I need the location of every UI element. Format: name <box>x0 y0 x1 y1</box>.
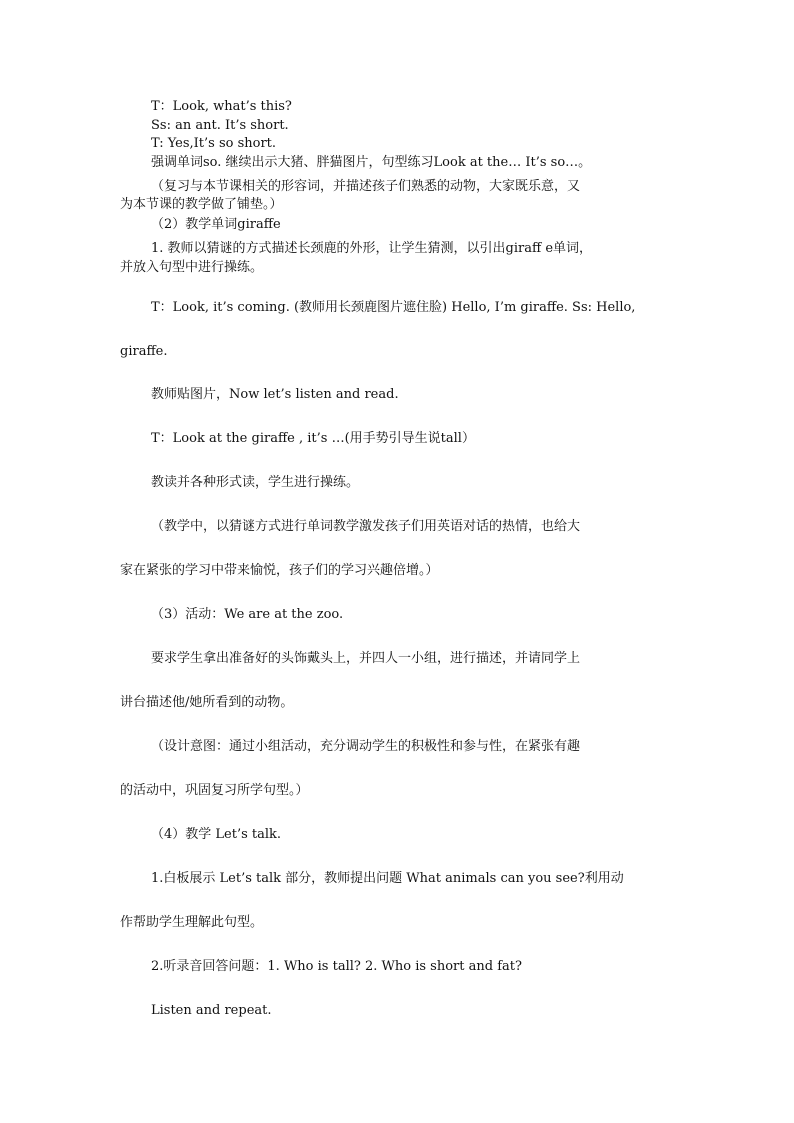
text-line: （教学中，以猜谜方式进行单词教学激发孩子们用英语对话的热情，也给大 <box>151 519 581 534</box>
text-line: 作帮助学生理解此句型。 <box>120 915 264 930</box>
text-line: T：Look at the giraffe , it’s …(用手势引导生说tall） <box>151 431 475 446</box>
text-line: 强调单词so. 继续出示大猪、胖猫图片，句型练习Look at the… It’s so…。 <box>151 155 592 170</box>
text-line: 为本节课的教学做了铺垫。） <box>120 197 283 212</box>
text-line: giraffe. <box>120 344 168 359</box>
text-line: 讲台描述他/她所看到的动物。 <box>120 695 294 710</box>
text-line: 教读并各种形式读，学生进行操练。 <box>151 475 360 490</box>
text-line: Listen and repeat. <box>151 1003 272 1018</box>
text-line: 的活动中，巩固复习所学句型。） <box>120 783 309 798</box>
text-line: 2.听录音回答问题：1. Who is tall? 2. Who is short and fat? <box>151 959 522 974</box>
text-line: （复习与本节课相关的形容词，并描述孩子们熟悉的动物，大家既乐意，又 <box>151 179 581 194</box>
text-line: 家在紧张的学习中带来愉悦，孩子们的学习兴趣倍增。） <box>120 563 439 578</box>
text-line: T：Look, it’s coming. (教师用长颈鹿图片遮住脸) Hello, I’m giraffe. Ss: Hello, <box>151 300 636 315</box>
text-line: T：Look, what’s this? <box>151 99 292 114</box>
text-line: （4）教学 Let’s talk. <box>151 827 282 842</box>
text-line: （2）教学单词giraffe <box>151 217 281 232</box>
text-line: 教师贴图片，Now let’s listen and read. <box>151 387 399 402</box>
text-line: Ss: an ant. It’s short. <box>151 118 289 133</box>
text-line: （3）活动：We are at the zoo. <box>151 607 344 622</box>
text-line: 1. 教师以猜谜的方式描述长颈鹿的外形，让学生猜测，以引出giraff e单词， <box>151 241 593 256</box>
text-line: T: Yes,It’s so short. <box>151 136 277 151</box>
text-line: 要求学生拿出准备好的头饰戴头上，并四人一小组，进行描述，并请同学上 <box>151 651 581 666</box>
text-line: 1.白板展示 Let’s talk 部分，教师提出问题 What animals can you see?利用动 <box>151 871 624 886</box>
text-line: （设计意图：通过小组活动，充分调动学生的积极性和参与性，在紧张有趣 <box>151 739 581 754</box>
text-line: 并放入句型中进行操练。 <box>120 260 264 275</box>
